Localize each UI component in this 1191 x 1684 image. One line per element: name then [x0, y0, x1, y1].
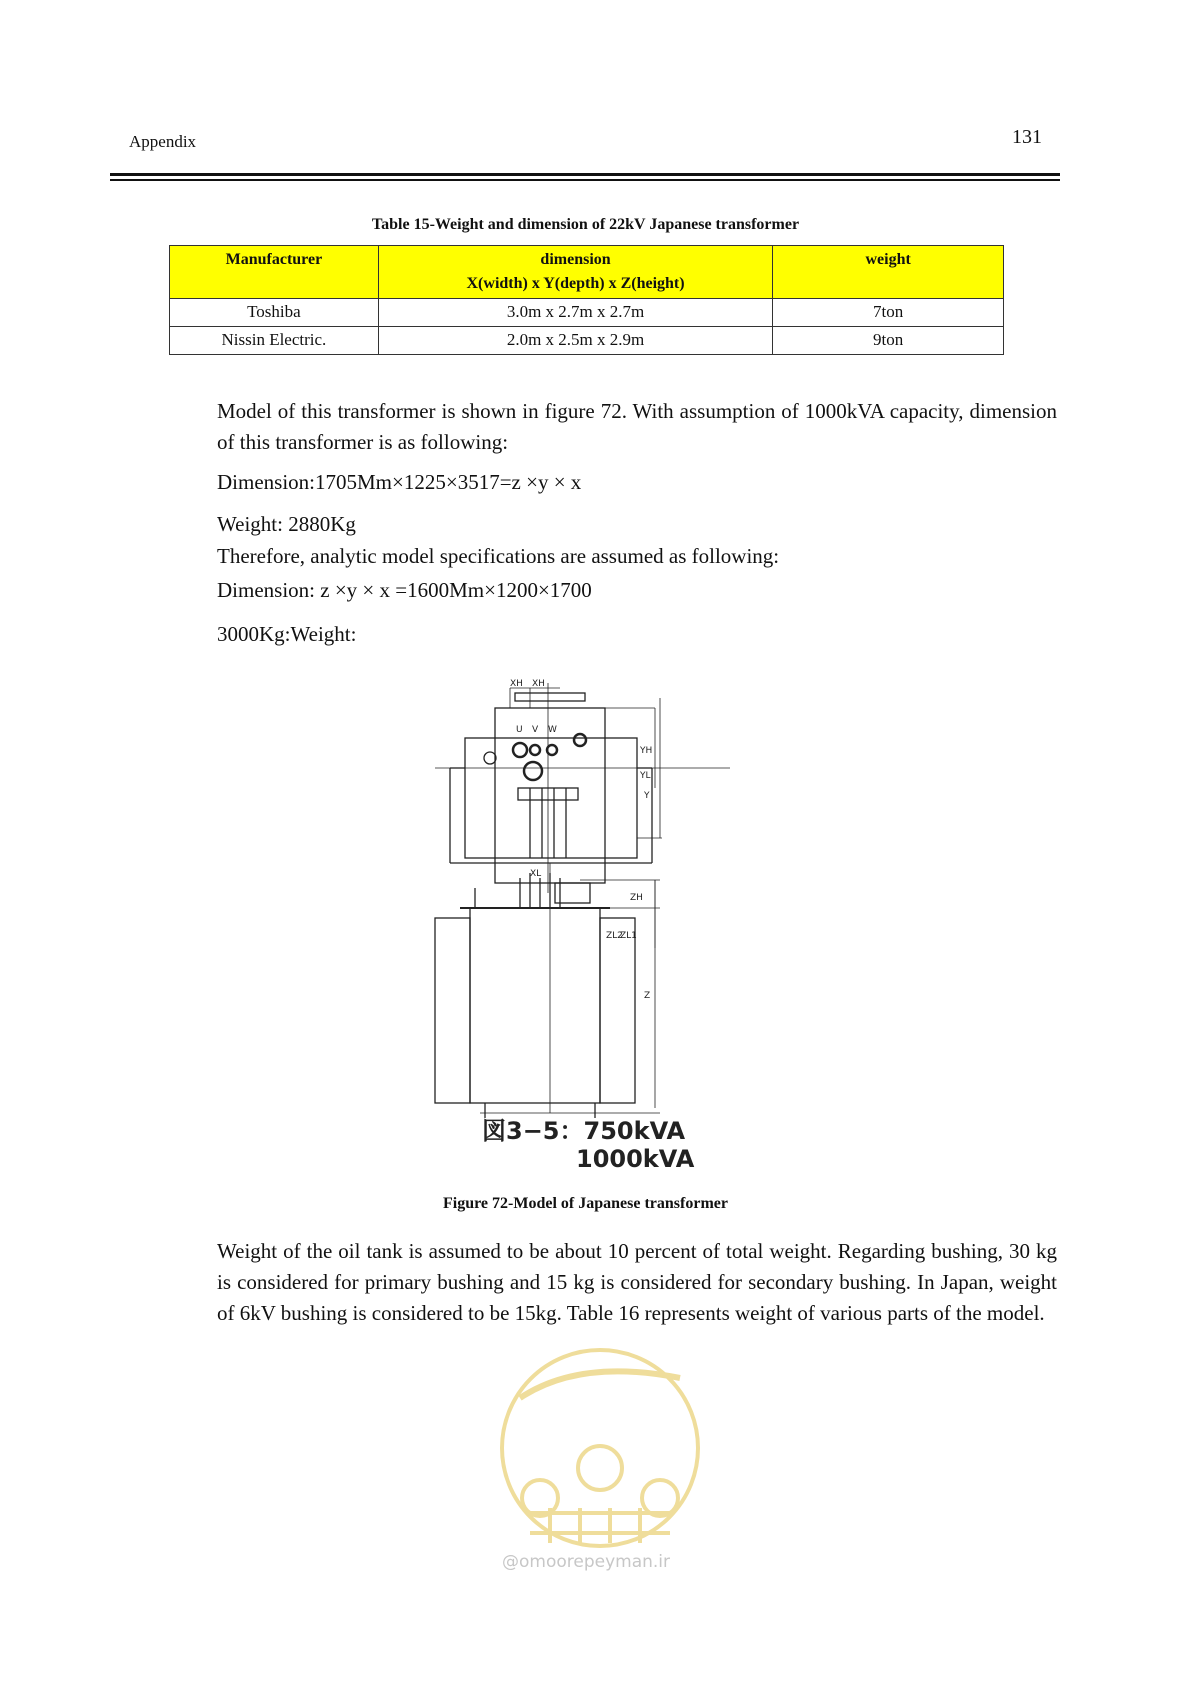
cell-dimension: 2.0m x 2.5m x 2.9m — [378, 327, 772, 355]
body-paragraph-2: Weight of the oil tank is assumed to be about 10 percent of total weight. Regarding bushing, 30 kg is considered for primary bushing and 15 kg is considered for secondary bushing. In Japan, weight of 6kV bushing is considered to be 15kg. Table 16 represents weight of various parts of the model. — [217, 1239, 1057, 1325]
weight-line-1: Weight: 2880Kg — [217, 512, 356, 536]
label-y: Y — [644, 791, 650, 801]
therefore-line: Therefore, analytic model specifications are assumed as following: — [217, 544, 780, 568]
table-row — [170, 299, 1004, 327]
page-header-section: Appendix — [129, 132, 197, 151]
side-view-tank — [470, 908, 600, 1103]
label-z: Z — [644, 991, 651, 1001]
label-xh-2: XH — [532, 679, 545, 689]
figure-caption: Figure 72-Model of Japanese transformer — [443, 1195, 728, 1212]
header-dimension-line2: X(width) x Y(depth) x Z(height) — [466, 275, 685, 292]
transformer-drawing — [430, 678, 730, 1178]
cell-weight: 9ton — [773, 327, 1004, 355]
page-number: 131 — [1012, 126, 1042, 148]
header-rule-bottom — [110, 179, 1060, 181]
body-paragraph-1: Model of this transformer is shown in figure 72. With assumption of 1000kVA capacity, dimension of this transformer is as following: — [217, 399, 1057, 454]
cell-manufacturer: Nissin Electric. — [170, 327, 379, 355]
table-header-row — [170, 246, 1004, 299]
dimension-line-2: Dimension: z ×y × x =1600Mm×1200×1700 — [217, 578, 592, 602]
label-zl2: ZL2 — [606, 931, 623, 941]
cell-manufacturer: Toshiba — [170, 299, 379, 327]
table-row — [170, 327, 1004, 355]
header-manufacturer: Manufacturer — [170, 246, 379, 299]
header-dimension-line1: dimension — [540, 251, 611, 268]
header-rule-top — [110, 173, 1060, 176]
label-w: W — [548, 725, 557, 735]
transformer-table — [169, 245, 1004, 355]
weight-line-2: 3000Kg:Weight: — [217, 622, 357, 646]
label-zh: ZH — [630, 893, 643, 903]
label-yl: YL — [640, 771, 651, 781]
cell-dimension: 3.0m x 2.7m x 2.7m — [378, 299, 772, 327]
drawing-caption-line1: 図3−5：750kVA — [482, 1117, 686, 1145]
label-xl: XL — [530, 869, 542, 879]
label-u: U — [516, 725, 523, 735]
dimension-line-1: Dimension:1705Mm×1225×3517=z ×y × x — [217, 470, 582, 494]
label-v: V — [532, 725, 539, 735]
header-dimension — [378, 246, 772, 299]
header-weight: weight — [773, 246, 1004, 299]
watermark-site: @omoorepeyman.ir — [502, 1552, 671, 1572]
watermark-logo — [490, 1338, 710, 1578]
drawing-caption-line2: 1000kVA — [576, 1145, 695, 1173]
table-caption: Table 15-Weight and dimension of 22kV Japanese transformer — [371, 216, 800, 233]
label-xh: XH — [510, 679, 523, 689]
label-yh: YH — [640, 746, 653, 756]
drawing-caption — [482, 1117, 694, 1173]
label-zl1: ZL1 — [620, 931, 637, 941]
cell-weight: 7ton — [773, 299, 1004, 327]
